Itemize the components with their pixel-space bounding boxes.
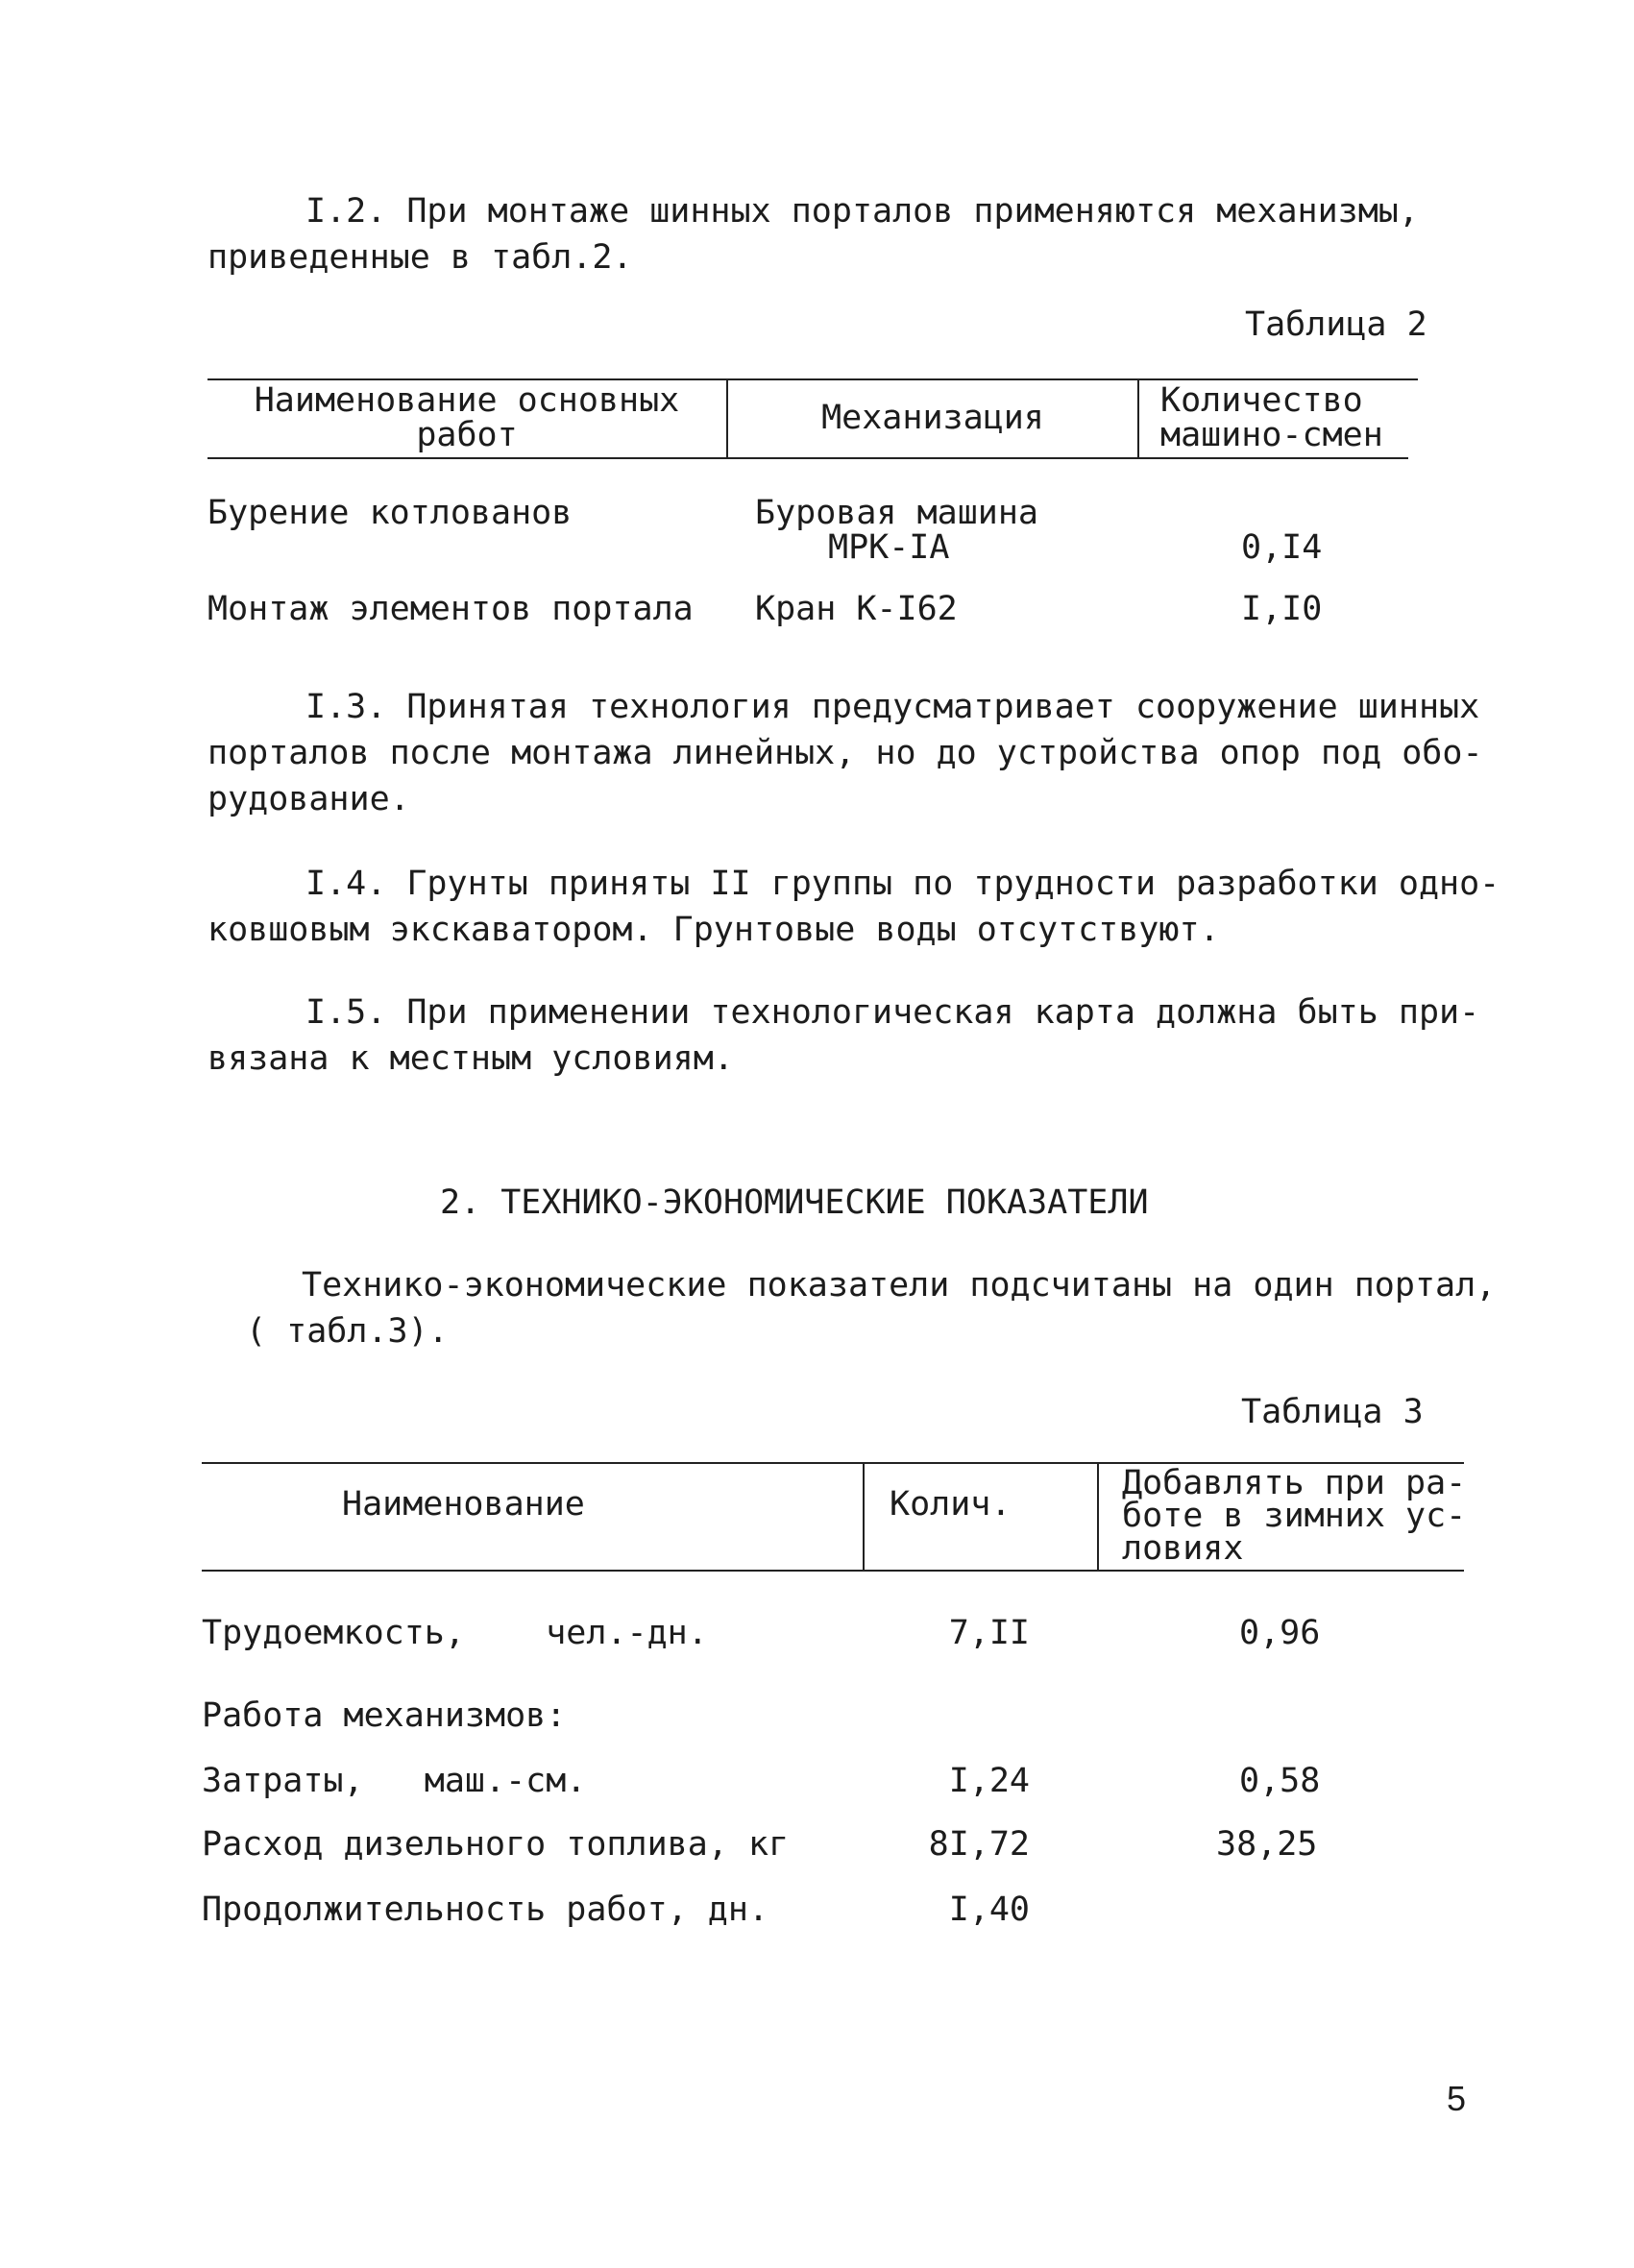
- paragraph-line: I.4. Грунты приняты II группы по трудности разработки одно-: [305, 865, 1500, 903]
- header-line: Количество: [1160, 381, 1363, 420]
- page-number: 5: [1447, 2079, 1467, 2118]
- table-2-cell-mech: [755, 592, 958, 626]
- table-2-header-qty: [1160, 383, 1383, 452]
- paragraph-line: рудование.: [207, 780, 410, 818]
- table-3-cell-qty: I,24: [948, 1762, 1030, 1800]
- table-2-cell-mech: [755, 496, 1038, 565]
- table-3-cell-name: Продолжительность работ, дн.: [202, 1890, 769, 1929]
- header-line: Наименование основных: [254, 381, 680, 420]
- section-2-intro: [207, 1262, 1497, 1354]
- table-2-cell-work: Монтаж элементов портала: [207, 590, 694, 628]
- header-line: ловиях: [1122, 1529, 1244, 1568]
- table-3-cell-qty: 7,II: [948, 1614, 1030, 1652]
- table-2-cell-qty: 0,I4: [1241, 528, 1323, 567]
- table-2-caption: Таблица 2: [1245, 305, 1427, 344]
- paragraph-line: порталов после монтажа линейных, но до устройства опор под обо-: [207, 734, 1483, 772]
- table-3-cell-name: Трудоемкость, чел.-дн.: [202, 1614, 708, 1652]
- table-2-header-rule: [207, 457, 1408, 459]
- paragraph-line: ковшовым экскаватором. Грунтовые воды отсутствуют.: [207, 911, 1220, 949]
- header-line: Механизация: [821, 399, 1044, 437]
- cell-line: Буровая машина: [755, 494, 1039, 532]
- table-2-cell-qty: I,I0: [1241, 590, 1323, 628]
- header-line: боте в зимних ус-: [1122, 1497, 1467, 1535]
- section-2-heading: 2. ТЕХНИКО-ЭКОНОМИЧЕСКИЕ ПОКАЗАТЕЛИ: [440, 1183, 1149, 1222]
- paragraph-line: I.5. При применении технологическая карта должна быть при-: [305, 993, 1480, 1032]
- header-line: работ: [416, 416, 518, 454]
- paragraph-1-2: [207, 188, 1456, 280]
- table-3-cell-qty: 8I,72: [928, 1825, 1030, 1864]
- cell-line: Кран К-I62: [755, 590, 958, 628]
- cell-line: МРК-IА: [828, 528, 950, 567]
- header-line: Добавлять при ра-: [1122, 1464, 1467, 1502]
- paragraph-line: Технико-экономические показатели подсчитаны на один портал,: [302, 1266, 1497, 1305]
- table-3-col-divider: [863, 1462, 865, 1570]
- table-3-header-qty: [890, 1487, 1011, 1522]
- table-3-header-winter: [1122, 1464, 1467, 1568]
- table-3-col-divider: [1097, 1462, 1099, 1570]
- paragraph-line: вязана к местным условиям.: [207, 1039, 734, 1078]
- table-3-cell-name: Расход дизельного топлива, кг: [202, 1825, 790, 1864]
- header-line: машино-смен: [1160, 416, 1383, 454]
- paragraph-line: I.2. При монтаже шинных порталов применяются механизмы,: [305, 192, 1419, 231]
- table-3-header-name: [342, 1487, 585, 1522]
- table-2-top-rule: [207, 378, 1418, 380]
- table-3-cell-winter: 38,25: [1216, 1825, 1318, 1864]
- table-3-cell-name: Работа механизмов:: [202, 1696, 567, 1735]
- paragraph-line: ( табл.3).: [246, 1312, 449, 1351]
- table-3-caption: Таблица 3: [1241, 1393, 1424, 1431]
- table-3-cell-winter: 0,96: [1239, 1614, 1321, 1652]
- paragraph-line: приведенные в табл.2.: [207, 238, 633, 277]
- header-line: Колич.: [890, 1485, 1012, 1524]
- table-2-cell-work: Бурение котлованов: [207, 494, 573, 532]
- table-2-col-divider: [1137, 378, 1139, 457]
- table-2-header-mech: [728, 401, 1137, 435]
- table-2-header-work: [207, 383, 726, 452]
- table-3-header-rule: [202, 1570, 1464, 1572]
- table-3-cell-winter: 0,58: [1239, 1762, 1321, 1800]
- paragraph-1-5: [207, 989, 1480, 1082]
- table-3-cell-name: Затраты, маш.-см.: [202, 1762, 587, 1800]
- header-line: Наименование: [342, 1485, 585, 1524]
- paragraph-1-4: [207, 861, 1500, 953]
- paragraph-line: I.3. Принятая технология предусматривает сооружение шинных: [305, 688, 1480, 726]
- table-3-cell-qty: I,40: [948, 1890, 1030, 1929]
- paragraph-1-3: [207, 684, 1483, 822]
